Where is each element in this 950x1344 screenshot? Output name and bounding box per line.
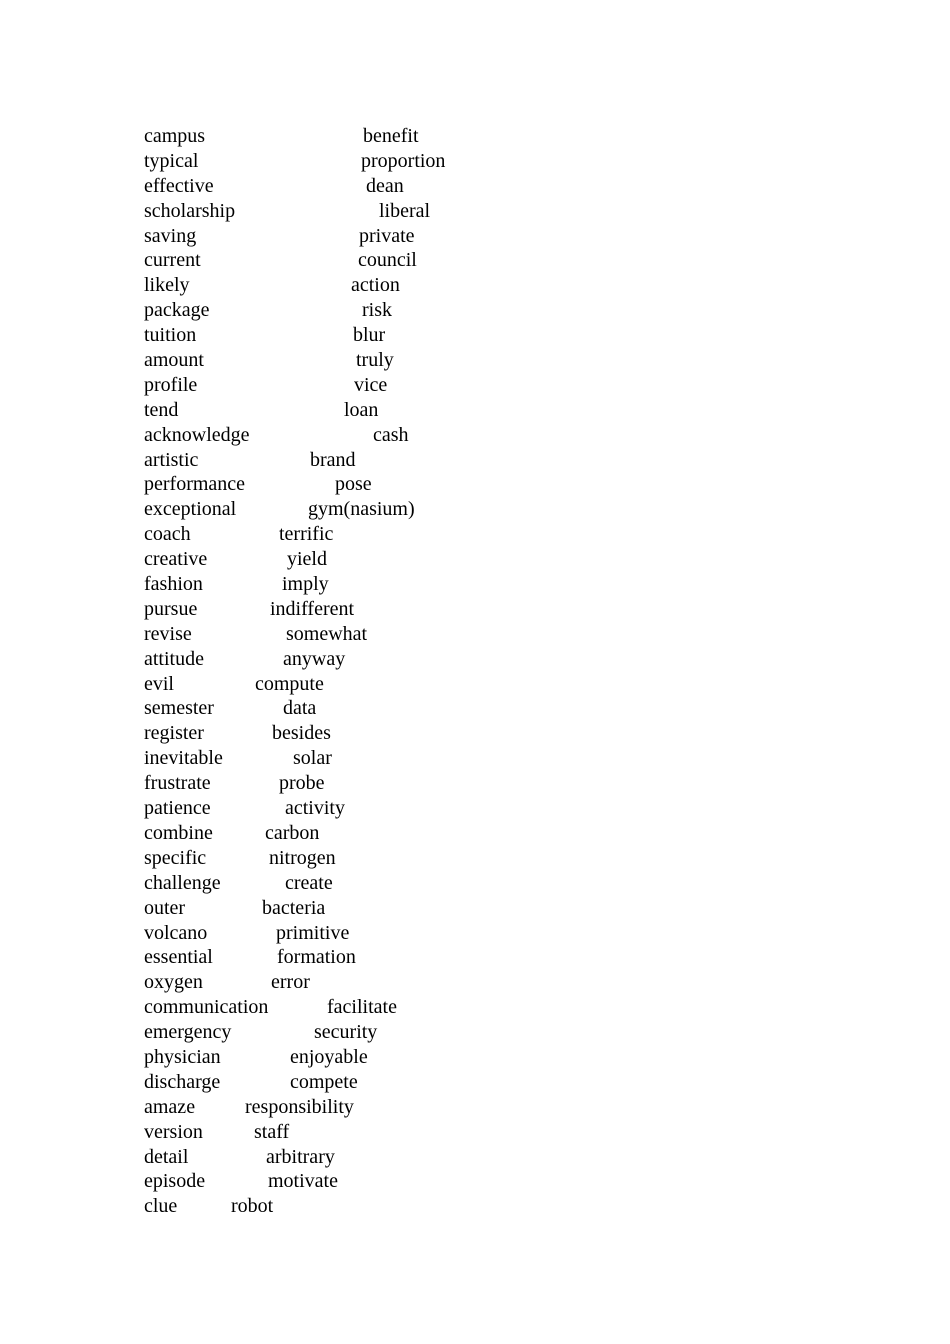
word-right: staff bbox=[254, 1120, 290, 1143]
word-left: episode bbox=[144, 1170, 206, 1193]
word-left: pursue bbox=[144, 597, 198, 620]
word-right: primitive bbox=[276, 921, 350, 944]
word-left: amount bbox=[144, 349, 204, 372]
word-left: specific bbox=[144, 846, 207, 869]
word-right: nitrogen bbox=[269, 846, 336, 869]
word-left: likely bbox=[144, 274, 190, 297]
word-right: yield bbox=[287, 548, 327, 571]
word-right: truly bbox=[356, 349, 394, 372]
word-right: bacteria bbox=[262, 896, 326, 919]
word-right: enjoyable bbox=[290, 1045, 368, 1068]
word-left: register bbox=[144, 722, 204, 745]
word-right: pose bbox=[335, 473, 372, 496]
word-left: profile bbox=[144, 373, 198, 396]
word-left: communication bbox=[144, 996, 269, 1019]
word-right: compete bbox=[290, 1070, 358, 1093]
word-right: blur bbox=[353, 324, 386, 347]
word-left: creative bbox=[144, 548, 208, 571]
word-right: gym(nasium) bbox=[308, 498, 415, 521]
word-right: robot bbox=[231, 1195, 274, 1218]
word-right: indifferent bbox=[270, 597, 355, 620]
word-right: imply bbox=[282, 573, 329, 596]
word-right: arbitrary bbox=[266, 1145, 335, 1168]
word-left: tuition bbox=[144, 324, 197, 347]
word-left: current bbox=[144, 249, 201, 272]
word-right: security bbox=[314, 1021, 378, 1044]
word-left: attitude bbox=[144, 647, 204, 670]
word-left: tend bbox=[144, 398, 179, 421]
word-left: fashion bbox=[144, 573, 203, 596]
word-right: besides bbox=[272, 722, 331, 745]
word-right: responsibility bbox=[245, 1095, 354, 1118]
word-right: probe bbox=[279, 772, 325, 795]
word-left: exceptional bbox=[144, 498, 237, 521]
word-left: outer bbox=[144, 896, 186, 919]
word-left: semester bbox=[144, 697, 214, 720]
word-right: create bbox=[285, 871, 333, 894]
word-left: package bbox=[144, 299, 210, 322]
word-right: loan bbox=[344, 398, 379, 421]
word-left: discharge bbox=[144, 1070, 221, 1093]
word-left: typical bbox=[144, 149, 199, 172]
word-right: somewhat bbox=[286, 622, 368, 645]
word-right: liberal bbox=[379, 199, 431, 222]
word-right: action bbox=[351, 274, 400, 297]
word-right: data bbox=[283, 697, 317, 720]
word-left: performance bbox=[144, 473, 246, 496]
word-right: proportion bbox=[361, 149, 446, 172]
word-left: clue bbox=[144, 1195, 178, 1218]
word-left: emergency bbox=[144, 1021, 232, 1044]
word-right: cash bbox=[373, 423, 409, 446]
word-left: artistic bbox=[144, 448, 199, 471]
word-left: challenge bbox=[144, 871, 221, 894]
word-left: coach bbox=[144, 523, 191, 546]
word-left: amaze bbox=[144, 1095, 196, 1118]
word-left: saving bbox=[144, 224, 197, 247]
word-left: physician bbox=[144, 1045, 221, 1068]
word-right: solar bbox=[293, 747, 332, 770]
word-left: patience bbox=[144, 797, 211, 820]
word-right: brand bbox=[310, 448, 356, 471]
word-left: revise bbox=[144, 622, 192, 645]
word-right: motivate bbox=[268, 1170, 338, 1193]
word-left: scholarship bbox=[144, 199, 236, 222]
word-right: vice bbox=[354, 373, 388, 396]
word-right: carbon bbox=[265, 821, 320, 844]
word-left: effective bbox=[144, 174, 214, 197]
word-left: oxygen bbox=[144, 971, 203, 994]
word-right: terrific bbox=[279, 523, 334, 546]
word-right: activity bbox=[285, 797, 345, 820]
word-right: dean bbox=[366, 174, 404, 197]
word-right: error bbox=[271, 971, 310, 994]
word-left: inevitable bbox=[144, 747, 223, 770]
word-left: volcano bbox=[144, 921, 208, 944]
word-left: acknowledge bbox=[144, 423, 250, 446]
word-left: detail bbox=[144, 1145, 189, 1168]
word-right: private bbox=[359, 224, 415, 247]
word-right: compute bbox=[255, 672, 324, 695]
word-right: formation bbox=[277, 946, 356, 969]
word-right: council bbox=[358, 249, 417, 272]
word-right: benefit bbox=[363, 125, 419, 147]
word-left: combine bbox=[144, 821, 213, 844]
word-left: essential bbox=[144, 946, 213, 969]
word-left: frustrate bbox=[144, 772, 211, 795]
word-right: anyway bbox=[283, 647, 346, 670]
word-right: risk bbox=[362, 299, 392, 322]
word-right: facilitate bbox=[327, 996, 397, 1019]
word-left: campus bbox=[144, 125, 206, 147]
word-left: version bbox=[144, 1120, 203, 1143]
word-left: evil bbox=[144, 672, 174, 695]
